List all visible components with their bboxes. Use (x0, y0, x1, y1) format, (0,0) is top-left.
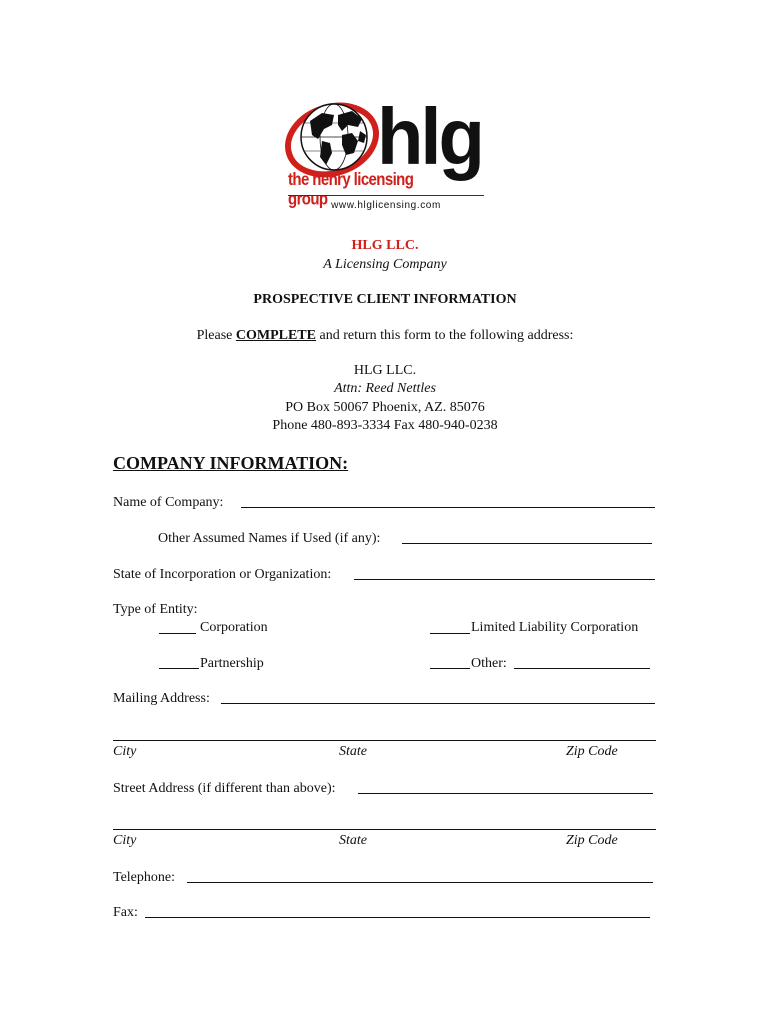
address-po-box: PO Box 50067 Phoenix, AZ. 85076 (285, 400, 485, 415)
form-instruction (0, 328, 770, 344)
address-attn: Attn: Reed Nettles (334, 381, 436, 396)
other-label: Other: (471, 656, 507, 671)
street-city-state-zip-field[interactable] (113, 829, 656, 830)
company-name-field[interactable] (241, 507, 655, 508)
address-phone: Phone 480-893-3334 Fax 480-940-0238 (272, 418, 498, 433)
street-city-label: City (113, 833, 137, 848)
other-entity-field[interactable] (514, 668, 650, 669)
telephone-field[interactable] (187, 882, 653, 883)
entity-type-label: Type of Entity: (113, 602, 198, 617)
fax-label: Fax: (113, 905, 138, 920)
company-name-label: Name of Company: (113, 495, 224, 510)
other-checkbox-line[interactable] (430, 668, 470, 669)
address-name: HLG LLC. (353, 363, 417, 378)
form-title: PROSPECTIVE CLIENT INFORMATION (253, 292, 517, 307)
state-incorporation-label: State of Incorporation or Organization: (113, 567, 332, 582)
llc-label: Limited Liability Corporation (471, 620, 639, 635)
fax-field[interactable] (145, 917, 650, 918)
company-subtitle: A Licensing Company (323, 257, 447, 272)
corporation-label: Corporation (200, 620, 268, 635)
instruction-pre: Please (196, 328, 236, 343)
street-state-label: State (339, 833, 367, 848)
street-address-field[interactable] (358, 793, 653, 794)
llc-checkbox-line[interactable] (430, 633, 470, 634)
state-incorporation-field[interactable] (354, 579, 655, 580)
other-names-label: Other Assumed Names if Used (if any): (158, 531, 381, 546)
street-address-label: Street Address (if different than above): (113, 781, 336, 796)
telephone-label: Telephone: (113, 870, 175, 885)
instruction-emphasis: COMPLETE (235, 328, 316, 343)
other-names-field[interactable] (402, 543, 652, 544)
instruction-post: and return this form to the following address: (315, 328, 574, 343)
mailing-city-state-zip-field[interactable] (113, 740, 656, 741)
section-title: COMPANY INFORMATION: (113, 453, 349, 473)
mailing-city-label: City (113, 744, 137, 759)
company-name-heading: HLG LLC. (351, 238, 419, 253)
partnership-checkbox-line[interactable] (159, 668, 199, 669)
street-zip-label: Zip Code (566, 833, 618, 848)
mailing-address-field[interactable] (221, 703, 655, 704)
corporation-checkbox-line[interactable] (159, 633, 196, 634)
logo-tagline: the henry licensing group (288, 170, 414, 210)
partnership-label: Partnership (200, 656, 264, 671)
logo-wordmark: hlg (377, 92, 482, 182)
logo-url: www.hlglicensing.com (331, 200, 441, 211)
logo-divider (288, 195, 484, 196)
mailing-zip-label: Zip Code (566, 744, 618, 759)
mailing-state-label: State (339, 744, 367, 759)
mailing-address-label: Mailing Address: (113, 691, 210, 706)
